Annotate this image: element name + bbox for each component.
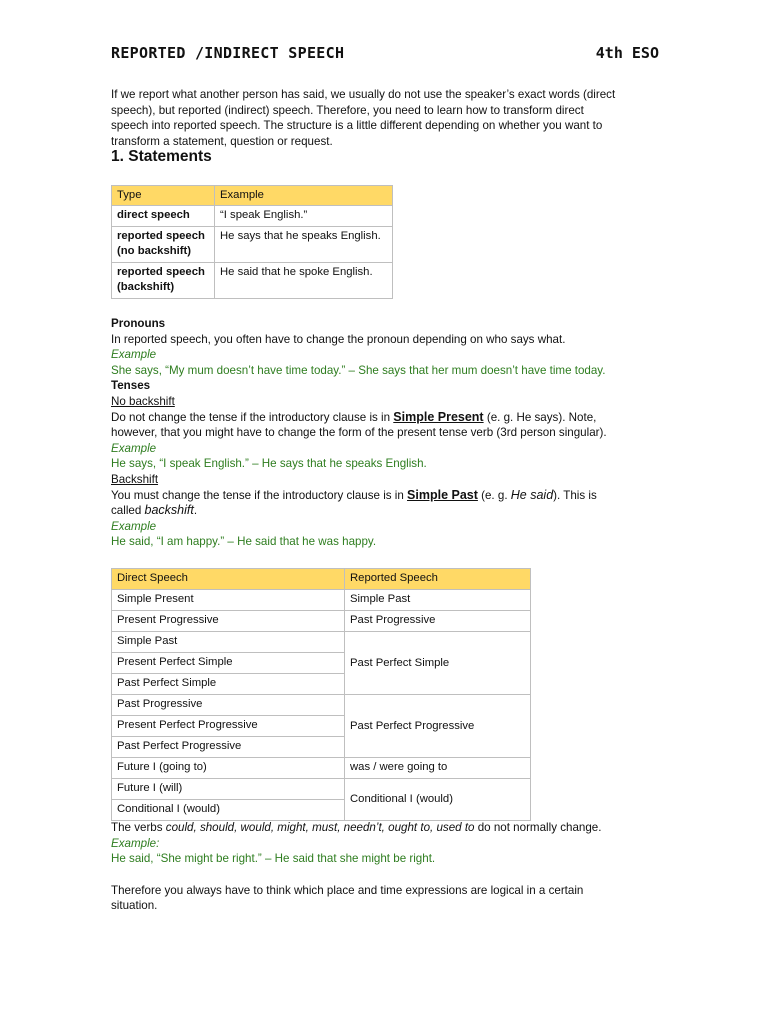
- rule-text: The verbs: [111, 821, 166, 834]
- intro-line: speech into reported speech. The structure is a little different depending on whether you want to: [111, 119, 603, 133]
- modals-rule: [111, 820, 659, 836]
- direct-cell: Present Progressive: [112, 611, 345, 632]
- example-label: Example: [111, 519, 157, 533]
- header-type: Type: [112, 186, 215, 206]
- pronouns-tenses-section: [111, 316, 659, 550]
- backshift-heading: Backshift: [111, 472, 159, 486]
- table-row: [112, 758, 531, 779]
- rule-text: (e. g. He says). Note,: [483, 410, 597, 424]
- rule-italic: backshift: [144, 503, 194, 518]
- pronouns-example: She says, “My mum doesn’t have time today.” – She says that her mum doesn’t have time today.: [111, 363, 606, 377]
- direct-cell: Past Perfect Simple: [112, 674, 345, 695]
- example-label: Example: [111, 441, 157, 455]
- type-note: (backshift): [117, 281, 175, 293]
- no-backshift-rule: [111, 410, 659, 426]
- no-backshift-example: He says, “I speak English.” – He says that he speaks English.: [111, 457, 427, 471]
- modals-example: He said, “She might be right.” – He said that she might be right.: [111, 852, 436, 866]
- type-cell: [112, 263, 215, 299]
- type-note: (no backshift): [117, 245, 192, 257]
- header-reported-speech: Reported Speech: [345, 569, 531, 590]
- direct-cell: Past Perfect Progressive: [112, 737, 345, 758]
- table-header-row: [112, 186, 393, 206]
- rule-text: called: [111, 504, 145, 518]
- reported-cell: was / were going to: [345, 758, 531, 779]
- reported-cell: Past Perfect Progressive: [345, 695, 531, 758]
- table-row: [112, 227, 393, 263]
- type-label: direct speech: [117, 209, 190, 221]
- closing-line: situation.: [111, 899, 158, 913]
- direct-cell: Past Progressive: [112, 695, 345, 716]
- rule-text: (e. g.: [477, 488, 511, 502]
- table-row: [112, 590, 531, 611]
- course-level: 4th ESO: [595, 44, 659, 62]
- no-backshift-note: however, that you might have to change the form of the present tense verb (3rd person singular).: [111, 426, 607, 440]
- rule-text: Do not change the tense if the introductory clause is in: [111, 410, 394, 424]
- direct-cell: Simple Present: [112, 590, 345, 611]
- header-example: Example: [215, 186, 393, 206]
- document-title: REPORTED /INDIRECT SPEECH: [111, 44, 345, 62]
- table-row: [112, 632, 531, 653]
- backshift-rule: [111, 488, 659, 504]
- backshift-example: He said, “I am happy.” – He said that he was happy.: [111, 535, 377, 549]
- example-label: Example: [111, 348, 157, 362]
- rule-text: .: [193, 504, 198, 518]
- reported-cell: Past Perfect Simple: [345, 632, 531, 695]
- direct-cell: Future I (will): [112, 779, 345, 800]
- example-cell: He said that he spoke English.: [215, 263, 393, 299]
- direct-cell: Simple Past: [112, 632, 345, 653]
- tenses-heading: Tenses: [111, 379, 151, 393]
- tense-shift-table: [111, 568, 531, 821]
- type-cell: [112, 206, 215, 227]
- keyword-simple-past: Simple Past: [407, 487, 478, 502]
- type-label: reported speech: [117, 230, 205, 242]
- table-row: [112, 695, 531, 716]
- table-row: [112, 206, 393, 227]
- table-row: [112, 263, 393, 299]
- closing-line: Therefore you always have to think which place and time expressions are logical in a certain: [111, 883, 584, 897]
- example-cell: He says that he speaks English.: [215, 227, 393, 263]
- direct-cell: Conditional I (would): [112, 800, 345, 821]
- reported-cell: Past Progressive: [345, 611, 531, 632]
- direct-cell: Present Perfect Simple: [112, 653, 345, 674]
- pronouns-heading: Pronouns: [111, 317, 166, 330]
- rule-text: You must change the tense if the introductory clause is in: [111, 488, 408, 502]
- modals-section: [111, 820, 659, 914]
- reported-cell: Simple Past: [345, 590, 531, 611]
- rule-text: ). This is: [553, 488, 597, 502]
- statements-table: [111, 185, 393, 299]
- type-cell: [112, 227, 215, 263]
- reported-cell: Conditional I (would): [345, 779, 531, 821]
- rule-italic: He said: [510, 487, 554, 502]
- example-cell: “I speak English.”: [215, 206, 393, 227]
- direct-cell: Future I (going to): [112, 758, 345, 779]
- intro-line: If we report what another person has said, we usually do not use the speaker’s exact words (direct: [111, 88, 616, 101]
- section-heading-statements: 1. Statements: [111, 148, 212, 165]
- spacer: [111, 867, 659, 883]
- table-header-row: [112, 569, 531, 590]
- page-header: [111, 44, 659, 64]
- intro-line: transform a statement, question or request.: [111, 134, 333, 148]
- type-label: reported speech: [117, 266, 205, 278]
- pronouns-text: In reported speech, you often have to change the pronoun depending on who says what.: [111, 332, 566, 346]
- intro-paragraph: [111, 87, 659, 149]
- example-label: Example:: [111, 836, 160, 850]
- keyword-simple-present: Simple Present: [393, 409, 484, 424]
- no-backshift-heading: No backshift: [111, 394, 175, 408]
- direct-cell: Present Perfect Progressive: [112, 716, 345, 737]
- header-direct-speech: Direct Speech: [112, 569, 345, 590]
- backshift-rule-cont: [111, 503, 659, 519]
- modal-verbs-list: could, should, would, might, must, needn’t, ought to, used to: [165, 821, 475, 834]
- table-row: [112, 611, 531, 632]
- rule-text: do not normally change.: [474, 821, 602, 834]
- intro-line: speech), but reported (indirect) speech. Therefore, you need to learn how to transform direct: [111, 103, 584, 117]
- table-row: [112, 779, 531, 800]
